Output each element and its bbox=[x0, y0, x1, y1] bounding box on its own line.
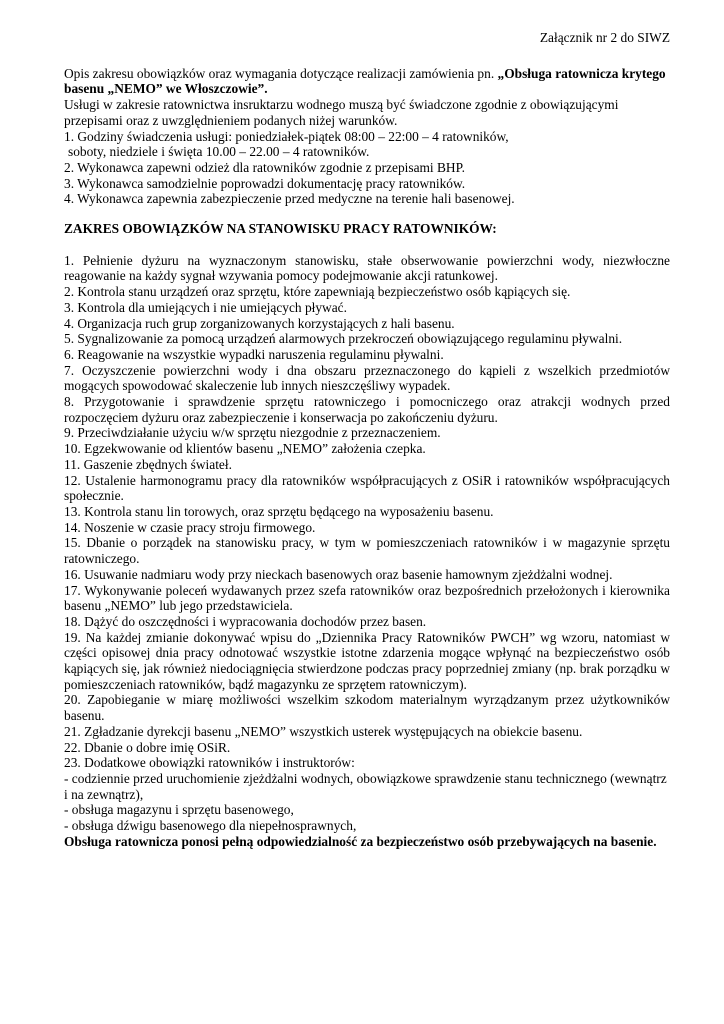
service-item-1: 1. Godziny świadczenia usługi: poniedziałek-piątek 08:00 – 22:00 – 4 ratowników, bbox=[64, 128, 509, 144]
duty-item: 16. Usuwanie nadmiaru wody przy nieckach basenowych oraz basenie hamownym zjeżdżalni wodnej. bbox=[64, 566, 613, 582]
duty-item: 6. Reagowanie na wszystkie wypadki naruszenia regulaminu pływalni. bbox=[64, 346, 444, 362]
duty-item: 19. Na każdej zmianie dokonywać wpisu do „Dziennika Pracy Ratowników PWCH” wg wzoru, natomiast w części opisowej dnia pracy odnotować wszystkie istotne zdarzenia mogące wpłynąć na bezpieczeństwo osób kąpiących się, jak również niedociągnięcia stwierdzone podczas pracy poprzedniej zmiany (np. brak porządku w pomieszczeniach ratowników, bądź magazynku ze sprzętem ratowniczym). bbox=[64, 629, 670, 692]
intro-title: „Obsługa ratownicza krytego basenu „NEMO” we Włoszczowie”. bbox=[64, 65, 666, 97]
annex-label: Załącznik nr 2 do SIWZ bbox=[539, 30, 670, 45]
duty-item: 18. Dążyć do oszczędności i wypracowania dochodów przez basen. bbox=[64, 613, 427, 629]
duty-subitem: - obsługa dźwigu basenowego dla niepełnosprawnych, bbox=[64, 818, 357, 834]
duty-item: 22. Dbanie o dobre imię OSiR. bbox=[64, 739, 231, 755]
service-item-4: 4. Wykonawca zapewnia zabezpieczenie przed medyczne na terenie hali basenowej. bbox=[64, 191, 515, 207]
duty-item: 7. Oczyszczenie powierzchni wody i dna obszaru przeznaczonego do kąpieli z wszelkich przedmiotów mogących spowodować skaleczenie lub innych nieszczęśliwy wypadek. bbox=[64, 362, 670, 394]
duty-item: 10. Egzekwowanie od klientów basenu „NEMO” założenia czepka. bbox=[64, 441, 426, 457]
duty-item: 21. Zgładzanie dyrekcji basenu „NEMO” wszystkich usterek występujących na obiekcie basenu. bbox=[64, 723, 583, 739]
duty-subitem: - obsługa magazynu i sprzętu basenowego, bbox=[64, 802, 294, 818]
closing-statement: Obsługa ratownicza ponosi pełną odpowiedzialność za bezpieczeństwo osób przebywających na basenie. bbox=[64, 833, 657, 849]
duty-item: 17. Wykonywanie poleceń wydawanych przez szefa ratowników oraz bezpośrednich przełożonych i kierownika basenu „NEMO” lub jego przedstawiciela. bbox=[64, 582, 670, 614]
duty-item: 12. Ustalenie harmonogramu pracy dla ratowników współpracujących z OSiR i ratowników współpracujących społecznie. bbox=[64, 472, 670, 504]
service-item-1b: soboty, niedziele i święta 10.00 – 22.00 – 4 ratowników. bbox=[68, 144, 370, 160]
duty-item: 5. Sygnalizowanie za pomocą urządzeń alarmowych przekroczeń obowiązującego regulaminu pływalni. bbox=[64, 331, 623, 347]
duty-item: 14. Noszenie w czasie pracy stroju firmowego. bbox=[64, 519, 316, 535]
duty-item: 23. Dodatkowe obowiązki ratowników i instruktorów: bbox=[64, 755, 355, 771]
duty-item: 13. Kontrola stanu lin torowych, oraz sprzętu będącego na wyposażeniu basenu. bbox=[64, 503, 494, 519]
duty-item: 9. Przeciwdziałanie użyciu w/w sprzętu niezgodnie z przeznaczeniem. bbox=[64, 425, 441, 441]
services-lead: Usługi w zakresie ratownictwa insruktarzu wodnego muszą być świadczone zgodnie z obowiązującymi przepisami oraz z uwzględnieniem podanych niżej warunków. bbox=[64, 97, 619, 128]
intro-text: Opis zakresu obowiązków oraz wymagania dotyczące realizacji zamówienia pn. bbox=[64, 65, 498, 81]
duties-list bbox=[64, 253, 670, 850]
duty-item: 3. Kontrola dla umiejących i nie umiejących pływać. bbox=[64, 299, 347, 315]
service-item-3: 3. Wykonawca samodzielnie poprowadzi dokumentację pracy ratowników. bbox=[64, 175, 466, 191]
service-item-2: 2. Wykonawca zapewni odzież dla ratowników zgodnie z przepisami BHP. bbox=[64, 159, 465, 175]
duty-item: 11. Gaszenie zbędnych świateł. bbox=[64, 456, 232, 472]
duty-item: 1. Pełnienie dyżuru na wyznaczonym stanowisku, stałe obserwowanie powierzchni wody, niezwłoczne reagowanie na każdy sygnał wzywania pomocy podejmowanie akcji ratunkowej. bbox=[64, 252, 670, 284]
services-section bbox=[64, 97, 670, 207]
duty-subitem: - codziennie przed uruchomienie zjeżdżalni wodnych, obowiązkowe sprawdzenie stanu technicznego (wewnątrz i na zewnątrz), bbox=[64, 770, 667, 802]
duty-item: 4. Organizacja ruch grup zorganizowanych korzystających z hali basenu. bbox=[64, 315, 455, 331]
duty-item: 20. Zapobieganie w miarę możliwości wszelkim szkodom materialnym wyrządzanym przez użytkowników basenu. bbox=[64, 692, 670, 724]
duty-item: 8. Przygotowanie i sprawdzenie sprzętu ratowniczego i pomocniczego oraz atrakcji wodnych przed rozpoczęciem dyżuru oraz zabezpieczenie i konserwacja po zakończeniu dyżuru. bbox=[64, 394, 670, 425]
duty-item: 2. Kontrola stanu urządzeń oraz sprzętu, które zapewniają bezpieczeństwo osób kąpiących się. bbox=[64, 284, 571, 300]
intro-paragraph bbox=[64, 66, 670, 97]
duties-heading: ZAKRES OBOWIĄZKÓW NA STANOWISKU PRACY RATOWNIKÓW: bbox=[64, 221, 497, 237]
duty-item: 15. Dbanie o porządek na stanowisku pracy, w tym w pomieszczeniach ratowników i w magazynie sprzętu ratowniczego. bbox=[64, 535, 670, 567]
